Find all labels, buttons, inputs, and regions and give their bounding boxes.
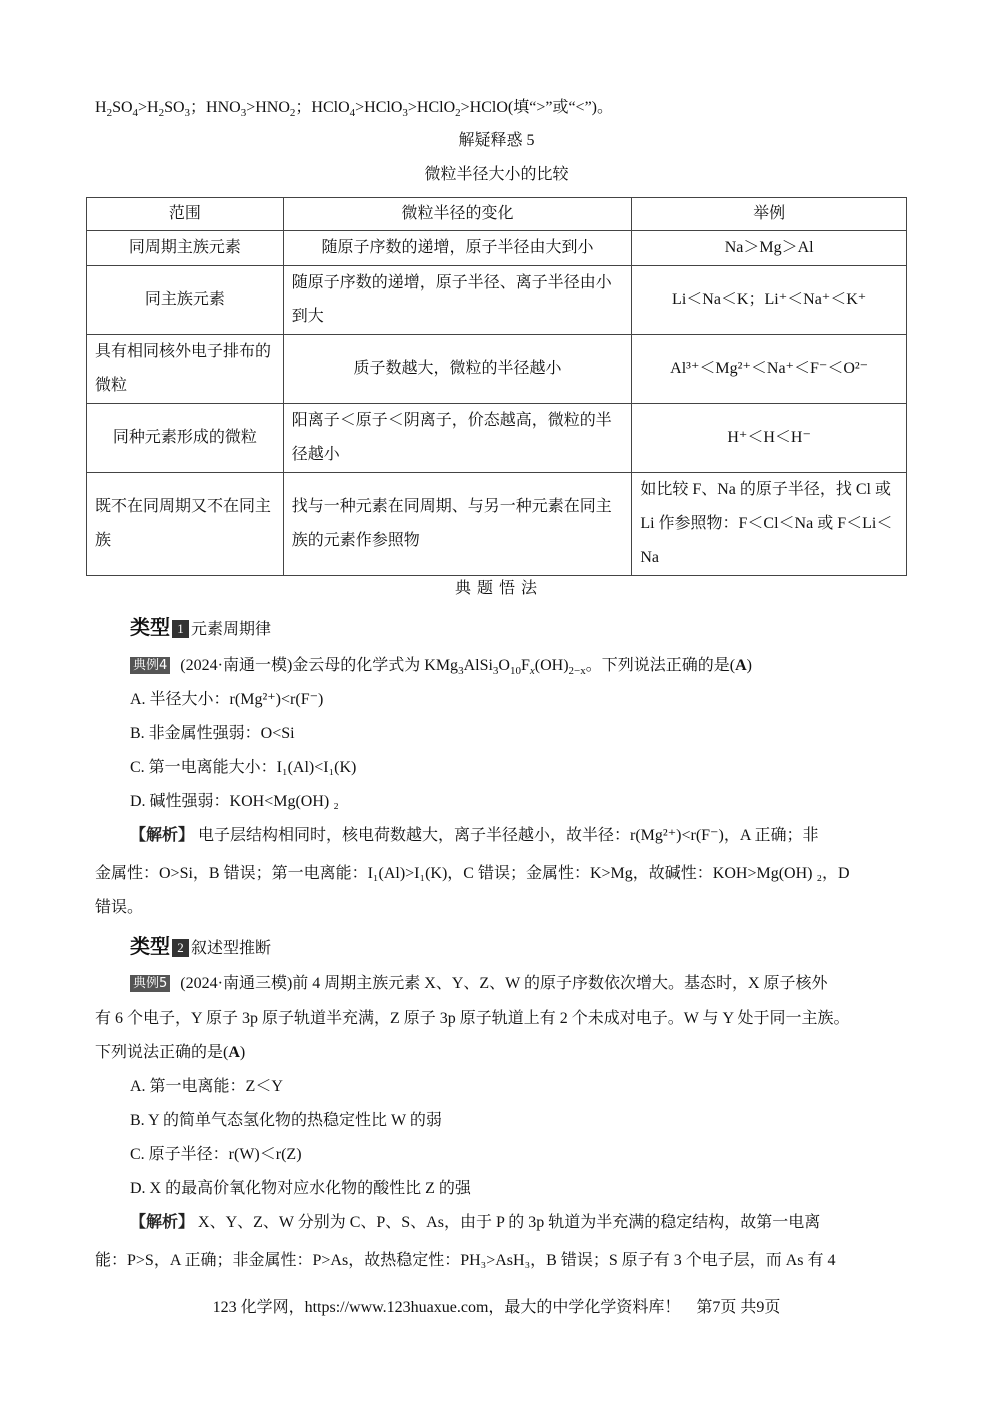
option-c: C. 原子半径：r(W)＜r(Z) bbox=[130, 1146, 302, 1163]
type-label: 类型 bbox=[130, 934, 170, 958]
cell-example: Na＞Mg＞Al bbox=[632, 231, 907, 266]
header-change: 微粒半径的变化 bbox=[283, 198, 632, 231]
header-example: 举例 bbox=[632, 198, 907, 231]
analysis-line-1: 【解析】 X、Y、Z、W 分别为 C、P、S、As，由于 P 的 3p 轨道为半充满的稳定结构，故第一电离 bbox=[130, 1214, 821, 1231]
table-row bbox=[87, 266, 907, 335]
cell-change: 随原子序数的递增，原子半径、离子半径由小到大 bbox=[283, 266, 632, 335]
cell-scope: 同周期主族元素 bbox=[87, 231, 284, 266]
type2-heading bbox=[130, 935, 271, 960]
answer: A bbox=[735, 657, 747, 674]
table-header-row bbox=[87, 198, 907, 231]
table-row bbox=[87, 335, 907, 404]
cell-example: Al³⁺＜Mg²⁺＜Na⁺＜F⁻＜O²⁻ bbox=[632, 335, 907, 404]
cell-change: 随原子序数的递增，原子半径由大到小 bbox=[283, 231, 632, 266]
radius-comparison-table bbox=[86, 197, 907, 576]
table-row bbox=[87, 473, 907, 576]
option-d: D. 碱性强弱：KOH<Mg(OH) ₂ bbox=[130, 793, 339, 810]
cell-scope: 同种元素形成的微粒 bbox=[87, 404, 284, 473]
analysis-line-3: 错误。 bbox=[95, 899, 144, 916]
heading-radius-compare: 微粒半径大小的比较 bbox=[424, 166, 569, 183]
cell-scope: 既不在同周期又不在同主族 bbox=[87, 473, 284, 576]
cell-scope: 具有相同核外电子排布的微粒 bbox=[87, 335, 284, 404]
cell-scope: 同主族元素 bbox=[87, 266, 284, 335]
cell-example: H⁺＜H＜H⁻ bbox=[632, 404, 907, 473]
page-footer: 123 化学网，https://www.123huaxue.com，最大的中学化学资料库！ 第7页 共9页 bbox=[212, 1299, 781, 1316]
type-number-badge: 2 bbox=[172, 939, 189, 957]
table-row bbox=[87, 231, 907, 266]
section-title: 典 题 悟 法 bbox=[454, 580, 538, 597]
analysis-line-2: 能：P>S，A 正确；非金属性：P>As，故热稳定性：PH₃>AsH₃，B 错误；S 原子有 3 个电子层，而 As 有 4 bbox=[95, 1252, 836, 1269]
cell-change: 质子数越大，微粒的半径越小 bbox=[283, 335, 632, 404]
analysis-tag: 【解析】 bbox=[130, 1214, 195, 1231]
option-a: A. 第一电离能：Z＜Y bbox=[130, 1078, 283, 1095]
cell-change: 阳离子＜原子＜阴离子，价态越高，微粒的半径越小 bbox=[283, 404, 632, 473]
option-c: C. 第一电离能大小：I₁(Al)<I₁(K) bbox=[130, 759, 357, 776]
type-number-badge: 1 bbox=[172, 620, 189, 638]
option-b: B. Y 的简单气态氢化物的热稳定性比 W 的弱 bbox=[130, 1112, 442, 1129]
analysis-line-2: 金属性：O>Si，B 错误；第一电离能：I₁(Al)>I₁(K)，C 错误；金属性：K>Mg，故碱性：KOH>Mg(OH) ₂，D bbox=[95, 865, 850, 882]
option-b: B. 非金属性强弱：O<Si bbox=[130, 725, 295, 742]
option-d: D. X 的最高价氧化物对应水化物的酸性比 Z 的强 bbox=[130, 1180, 471, 1197]
option-a: A. 半径大小：r(Mg²⁺)<r(F⁻) bbox=[130, 691, 324, 708]
heading-doubt-5: 解疑释惑 5 bbox=[458, 132, 535, 149]
example5-line-3: 下列说法正确的是(A) bbox=[95, 1044, 246, 1061]
type1-heading bbox=[130, 616, 271, 641]
example-tag: 典例4 bbox=[130, 657, 170, 674]
acid-strength-line: $H_2SO_4>H_2SO_3$；$HNO_3>HNO_2$；HClO$_4$>HClO$_3$>HClO$_2$>HClO(填“>”或“<”)。 bbox=[95, 99, 614, 120]
header-scope: 范围 bbox=[87, 198, 284, 231]
analysis-line-1: 【解析】 电子层结构相同时，核电荷数越大，离子半径越小，故半径：r(Mg²⁺)<r(F⁻)，A 正确；非 bbox=[130, 827, 819, 844]
type-title: 叙述型推断 bbox=[191, 940, 272, 957]
example5-line-1: 典例5 (2024·南通三模)前 4 周期主族元素 X、Y、Z、W 的原子序数依次增大。基态时，X 原子核外 bbox=[130, 973, 828, 995]
example5-line-2: 有 6 个电子，Y 原子 3p 原子轨道半充满，Z 原子 3p 原子轨道上有 2 个未成对电子。W 与 Y 处于同一主族。 bbox=[95, 1010, 850, 1027]
table-row bbox=[87, 404, 907, 473]
cell-example: Li＜Na＜K；Li⁺＜Na⁺＜K⁺ bbox=[632, 266, 907, 335]
cell-example: 如比较 F、Na 的原子半径，找 Cl 或 Li 作参照物：F＜Cl＜Na 或 F＜Li＜Na bbox=[632, 473, 907, 576]
answer: A bbox=[228, 1044, 240, 1061]
type-title: 元素周期律 bbox=[191, 621, 272, 638]
analysis-tag: 【解析】 bbox=[130, 827, 195, 844]
example4-stem: 典例4 (2024·南通一模)金云母的化学式为 $KMg_3AlSi_3O_{10}F_x(OH)_{2-x}$。下列说法正确的是(A) bbox=[130, 655, 752, 677]
cell-change: 找与一种元素在同周期、与另一种元素在同主族的元素作参照物 bbox=[283, 473, 632, 576]
example-tag: 典例5 bbox=[130, 975, 170, 992]
type-label: 类型 bbox=[130, 615, 170, 639]
